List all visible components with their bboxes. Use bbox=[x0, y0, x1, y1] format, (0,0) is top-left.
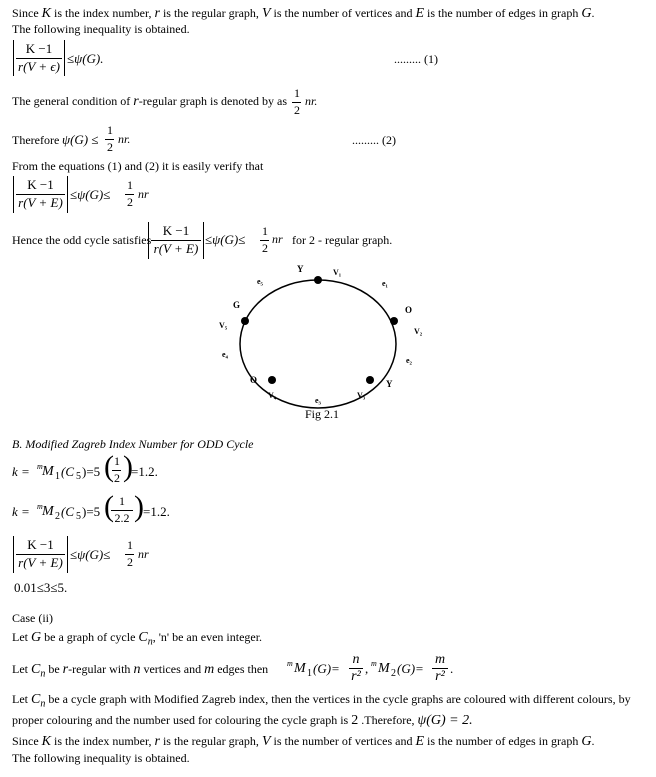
math-arg: (C bbox=[61, 504, 74, 519]
math-mid: ≤ψ(G)≤ bbox=[70, 187, 111, 202]
text: Since bbox=[12, 734, 39, 748]
math-lhs: k = bbox=[12, 504, 30, 519]
math-m: m bbox=[204, 662, 215, 677]
subscript: 2 bbox=[391, 668, 396, 679]
paragraph-equations-verify: From the equations (1) and (2) it is easily verify that bbox=[12, 159, 264, 173]
math-nr: nr bbox=[272, 232, 283, 246]
equation-rhs: ≤ψ(G). bbox=[67, 51, 104, 66]
fraction-numerator: m bbox=[434, 652, 446, 667]
math-C: C bbox=[31, 662, 41, 677]
fraction-denominator: 2.2 bbox=[114, 511, 130, 525]
label-e1: e₁ bbox=[382, 279, 388, 288]
text: Let bbox=[12, 662, 28, 676]
text: . bbox=[591, 734, 595, 748]
math-arg: (C bbox=[61, 464, 74, 479]
text: be a cycle graph with Modified Zagreb index, then the vertices in the cycle graphs are coloured with different colours, by bbox=[48, 692, 631, 706]
fraction-numerator: 1 bbox=[107, 123, 113, 137]
text: edges then bbox=[217, 662, 269, 676]
fraction-denominator: 2 bbox=[127, 555, 133, 569]
text: is the regular graph, bbox=[162, 6, 259, 20]
math-K: K bbox=[41, 6, 52, 21]
label-Y-top: Y bbox=[297, 264, 304, 274]
math-rhs: =1.2. bbox=[131, 464, 158, 479]
paren-close: ) bbox=[123, 450, 133, 483]
case-heading: Case (ii) bbox=[12, 611, 53, 625]
math-C: C bbox=[31, 692, 41, 707]
math-G: G bbox=[581, 734, 592, 749]
text: . bbox=[591, 6, 595, 20]
math-M1: M bbox=[294, 661, 306, 676]
math-r: r bbox=[154, 6, 160, 21]
label-e4: e₄ bbox=[222, 350, 228, 359]
label-Y-bottom: Y bbox=[386, 379, 393, 389]
paren-open: ( bbox=[104, 450, 114, 483]
fraction-numerator: 1 bbox=[127, 178, 133, 192]
fraction-numerator: 1 bbox=[114, 454, 120, 468]
fraction-denominator: 2 bbox=[127, 195, 133, 209]
superscript-m: m bbox=[37, 502, 43, 511]
cycle-graph-svg bbox=[0, 262, 656, 422]
text: Let bbox=[12, 630, 28, 644]
label-v4: V₄ bbox=[268, 391, 277, 400]
label-O-right: O bbox=[405, 305, 413, 315]
superscript-m: m bbox=[37, 462, 43, 471]
paragraph-index-definition bbox=[12, 6, 594, 21]
fraction-denominator: r(V + E) bbox=[18, 555, 63, 570]
section-heading: B. Modified Zagreb Index Number for ODD Cycle bbox=[12, 437, 254, 451]
math-mid: ≤ψ(G)≤ bbox=[70, 547, 111, 562]
equation-b4: 0.01≤3≤5. bbox=[14, 580, 68, 595]
math-E: E bbox=[415, 6, 425, 21]
text: , 'n' be an even integer. bbox=[152, 630, 263, 644]
subscript: 5 bbox=[76, 511, 81, 522]
text: vertices and bbox=[143, 662, 202, 676]
text: is the number of edges in graph bbox=[427, 734, 579, 748]
math-nr: nr. bbox=[305, 94, 318, 108]
fraction-denominator: 2 bbox=[262, 241, 268, 255]
text: be a graph of cycle bbox=[44, 630, 136, 644]
fraction-numerator: 1 bbox=[127, 538, 133, 552]
fraction-denominator: 2 bbox=[294, 103, 300, 117]
fraction-numerator: n bbox=[352, 652, 360, 667]
label-v5: V₅ bbox=[219, 321, 228, 330]
math-comma: , bbox=[365, 661, 369, 676]
text: Let bbox=[12, 692, 28, 706]
math-argclose: )=5 bbox=[82, 464, 101, 479]
equation-number: ......... (1) bbox=[394, 52, 438, 66]
text: is the regular graph, bbox=[162, 734, 259, 748]
cycle-edge-ring bbox=[240, 280, 396, 408]
subscript-n: n bbox=[147, 636, 153, 648]
math-lhs: k = bbox=[12, 464, 30, 479]
subscript: 1 bbox=[55, 471, 60, 482]
text: is the index number, bbox=[54, 6, 152, 20]
superscript-m: m bbox=[371, 659, 377, 668]
fraction-denominator: r² bbox=[351, 669, 361, 684]
label-e3: e₃ bbox=[315, 396, 321, 405]
text: for 2 - regular graph. bbox=[292, 233, 393, 247]
fraction-denominator: 2 bbox=[114, 471, 120, 485]
vertex-v4 bbox=[268, 376, 276, 384]
math-M: M bbox=[42, 504, 54, 519]
text: Hence the odd cycle satisfies bbox=[12, 233, 152, 247]
paragraph-even-cycle bbox=[12, 630, 262, 649]
label-e5: e₅ bbox=[257, 277, 263, 286]
equation-number: ......... (2) bbox=[352, 133, 396, 147]
math-V: V bbox=[261, 6, 271, 21]
subscript: 1 bbox=[307, 668, 312, 679]
fraction-numerator: K −1 bbox=[27, 177, 54, 192]
label-v1: V₁ bbox=[333, 268, 342, 277]
fraction-numerator: K −1 bbox=[25, 41, 53, 56]
subscript-n: n bbox=[40, 698, 46, 710]
math-r: r bbox=[154, 734, 160, 749]
math-C: C bbox=[138, 630, 148, 645]
vertex-v1 bbox=[314, 276, 322, 284]
math-end: . bbox=[450, 661, 454, 676]
text: be bbox=[48, 662, 60, 676]
text: Since bbox=[12, 6, 39, 20]
vertex-v3 bbox=[366, 376, 374, 384]
label-O-left: O bbox=[250, 375, 258, 385]
math-psi: ψ(G) = 2. bbox=[417, 713, 473, 728]
math-G: G bbox=[581, 6, 592, 21]
label-G: G bbox=[233, 300, 241, 310]
superscript-m: m bbox=[287, 659, 293, 668]
math-n: n bbox=[133, 662, 141, 677]
text: is the number of vertices and bbox=[273, 6, 413, 20]
text: -regular with bbox=[68, 662, 131, 676]
math-M: M bbox=[42, 464, 54, 479]
text: Therefore bbox=[12, 133, 60, 147]
paren-close: ) bbox=[134, 490, 144, 523]
math-G-eq: (G)= bbox=[313, 661, 340, 676]
subscript: 5 bbox=[76, 471, 81, 482]
paragraph-index-definition-repeat bbox=[12, 734, 594, 749]
text: is the number of vertices and bbox=[273, 734, 413, 748]
label-e2: e₂ bbox=[406, 356, 412, 365]
fraction-denominator: r(V + ϵ) bbox=[18, 59, 60, 74]
math-K: K bbox=[41, 734, 52, 749]
math-V: V bbox=[261, 734, 271, 749]
fraction-denominator: r(V + E) bbox=[153, 241, 199, 256]
text: -regular graph is denoted by as bbox=[138, 94, 288, 108]
text: is the index number, bbox=[54, 734, 152, 748]
vertex-v2 bbox=[390, 317, 398, 325]
text: is the number of edges in graph bbox=[427, 6, 579, 20]
paren-open: ( bbox=[104, 490, 114, 523]
fraction-denominator: r² bbox=[435, 669, 445, 684]
math-2: 2 bbox=[351, 713, 359, 728]
subscript: 2 bbox=[55, 511, 60, 522]
fraction-denominator: 2 bbox=[107, 140, 113, 154]
math-lhs: ψ(G) ≤ bbox=[62, 132, 99, 147]
vertex-v5 bbox=[241, 317, 249, 325]
math-nr: nr. bbox=[118, 132, 131, 146]
math-M2: M bbox=[378, 661, 390, 676]
label-v2: V₂ bbox=[414, 327, 423, 336]
math-mid: ≤ψ(G)≤ bbox=[205, 232, 246, 247]
text: .Therefore, bbox=[361, 713, 415, 727]
math-E: E bbox=[415, 734, 425, 749]
paragraph-inequality-intro-repeat: The following inequality is obtained. bbox=[12, 751, 190, 765]
math-G-eq: (G)= bbox=[397, 661, 424, 676]
subscript-n: n bbox=[40, 668, 46, 680]
math-r: r bbox=[62, 662, 69, 677]
math-nr: nr bbox=[138, 187, 149, 201]
paragraph-inequality-intro: The following inequality is obtained. bbox=[12, 22, 190, 36]
figure-caption: Fig 2.1 bbox=[305, 407, 340, 421]
text: proper colouring and the number used for colouring the cycle graph is bbox=[12, 713, 349, 727]
math-G: G bbox=[31, 630, 42, 645]
fraction-numerator: 1 bbox=[262, 224, 268, 238]
math-rhs: =1.2. bbox=[143, 504, 170, 519]
math-r: r bbox=[133, 94, 139, 109]
math-nr: nr bbox=[138, 547, 149, 561]
fraction-numerator: 1 bbox=[294, 86, 300, 100]
fraction-denominator: r(V + E) bbox=[18, 195, 63, 210]
label-v3: V₃ bbox=[357, 391, 366, 400]
fraction-numerator: K −1 bbox=[162, 223, 190, 238]
math-argclose: )=5 bbox=[82, 504, 101, 519]
fraction-numerator: 1 bbox=[119, 494, 125, 508]
text: The general condition of bbox=[12, 94, 131, 108]
fraction-numerator: K −1 bbox=[27, 537, 54, 552]
